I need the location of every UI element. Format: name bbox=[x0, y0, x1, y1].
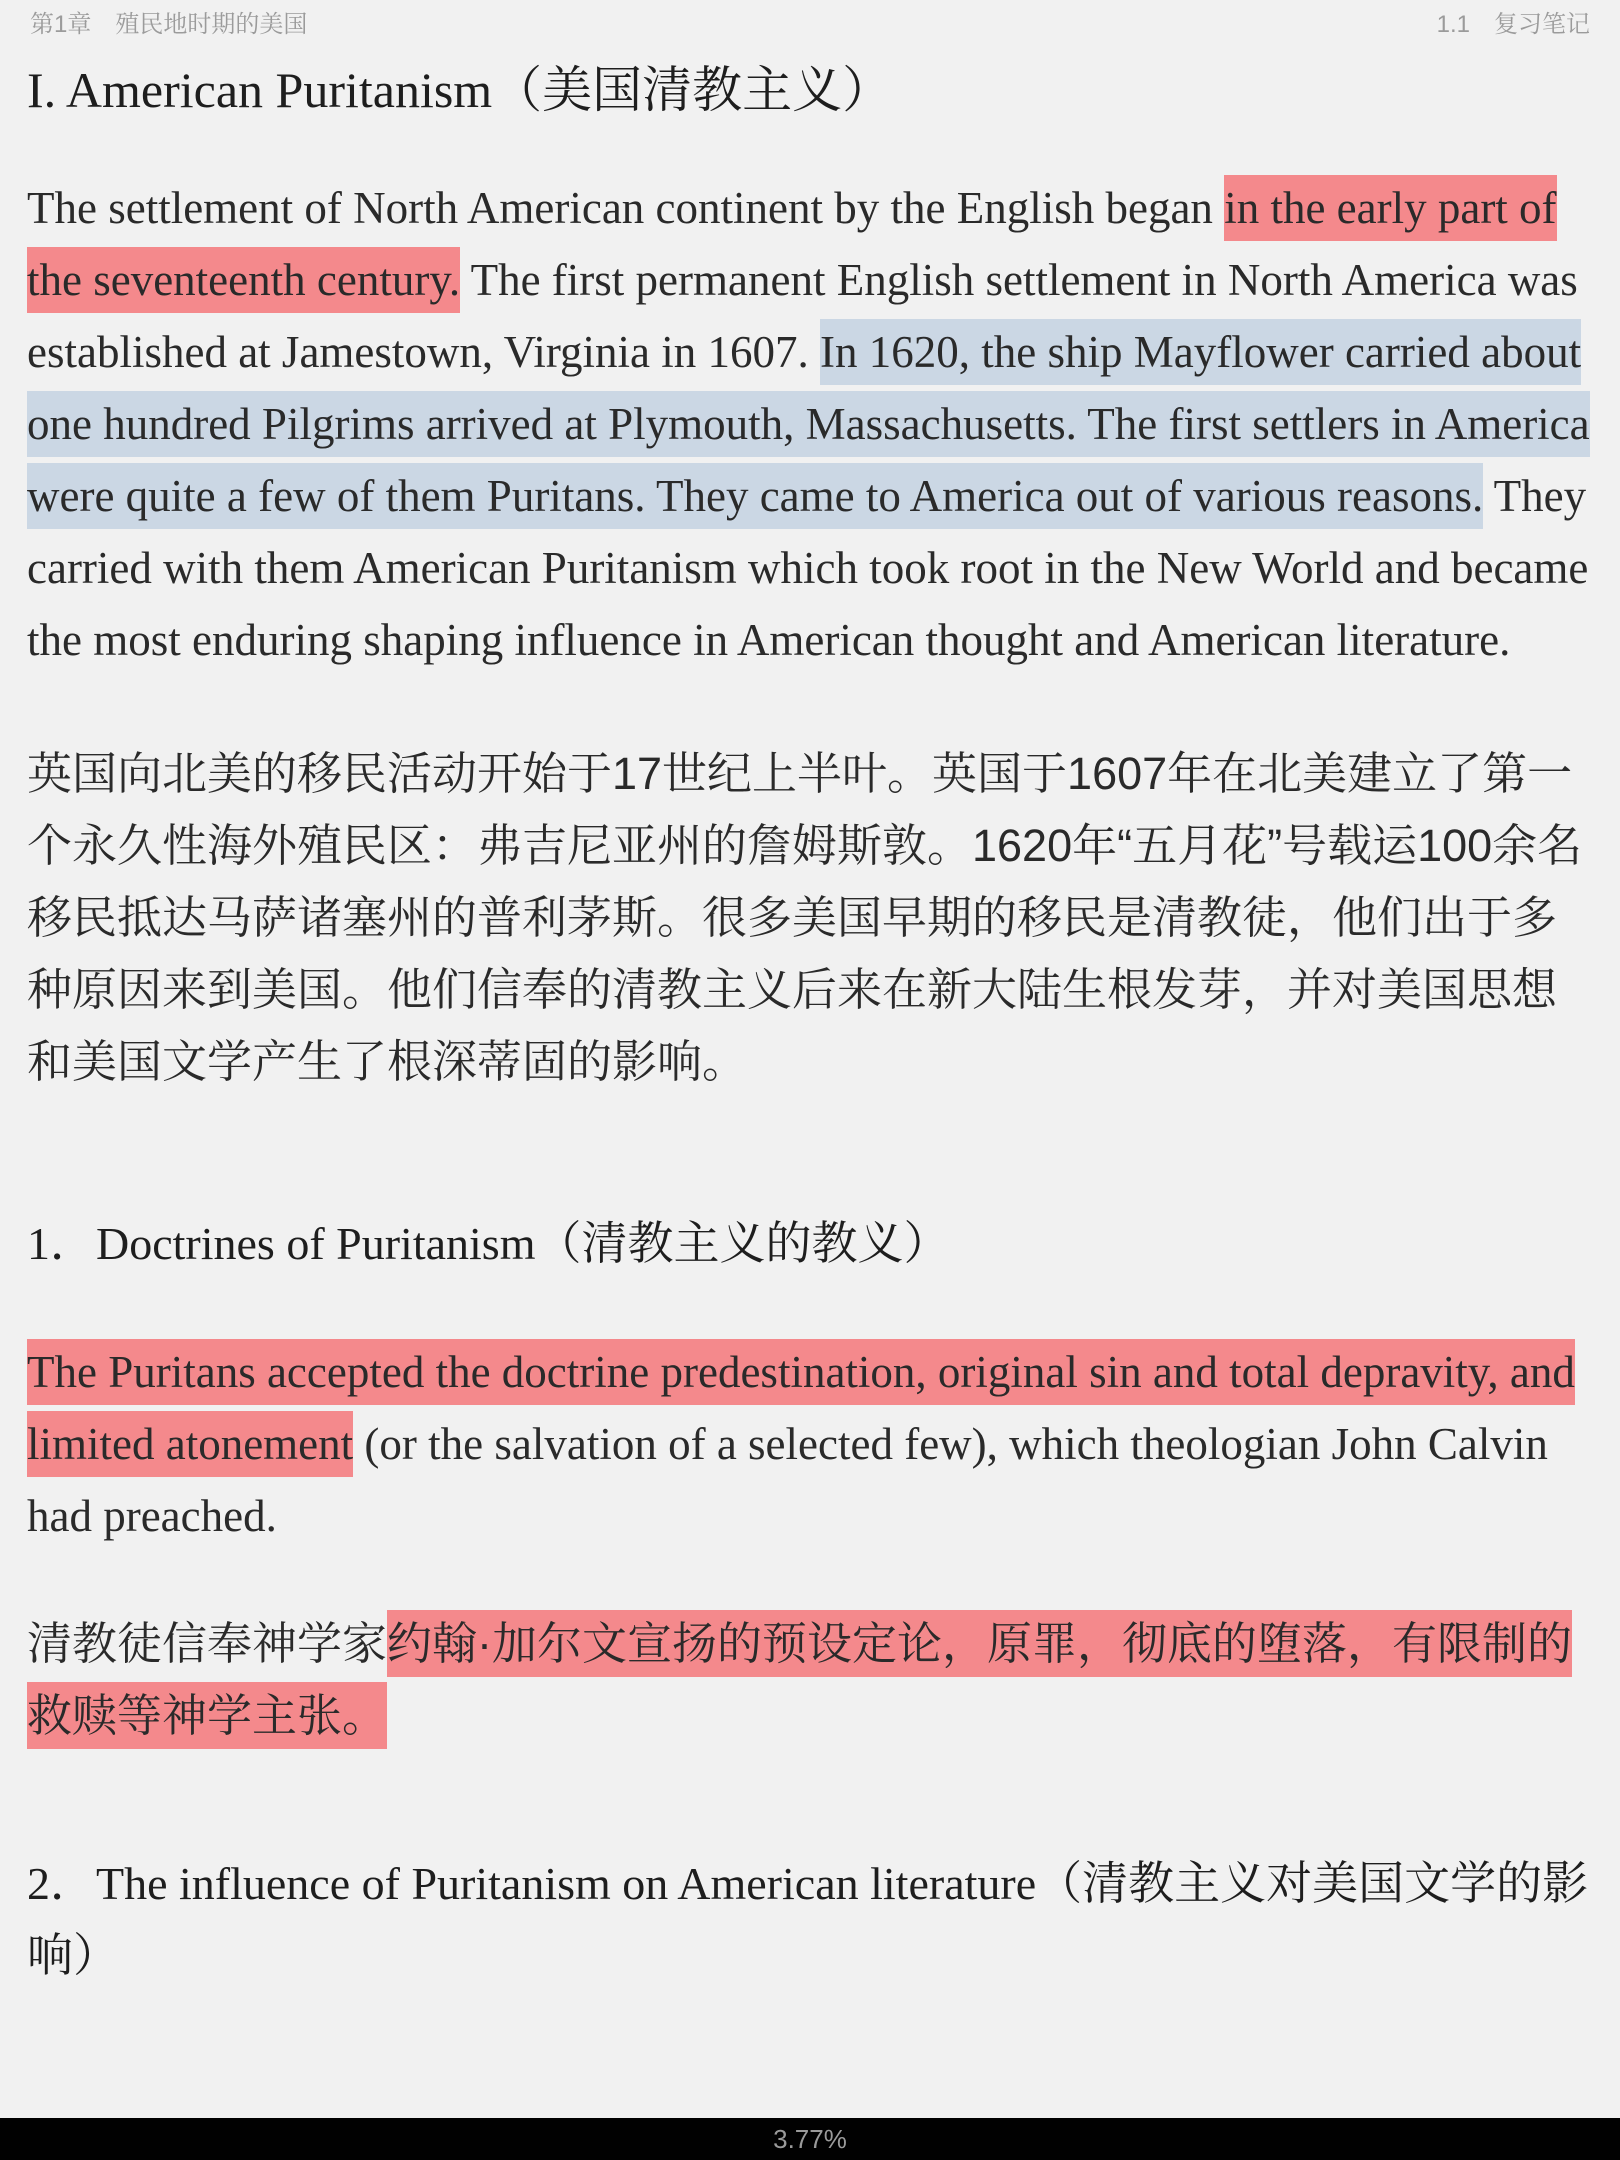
section-label: 1.1 复习笔记 bbox=[1436, 11, 1590, 38]
page-title: I. American Puritanism（美国清教主义） bbox=[27, 62, 893, 118]
paragraph-chinese-doctrines bbox=[27, 1608, 1593, 1752]
paragraph-english-settlement bbox=[27, 172, 1593, 676]
text-segment: (or the salvation of a selected few), which theologian John Calvin had preached. bbox=[27, 1419, 1548, 1541]
page-content bbox=[0, 54, 1620, 1992]
heading-doctrines: 1．Doctrines of Puritanism（清教主义的教义） bbox=[27, 1218, 950, 1269]
progress-percentage: 3.77% bbox=[773, 2123, 847, 2154]
highlight-pink-calvin[interactable]: 约翰·加尔文宣扬的预设定论，原罪，彻底的堕落，有限制的救赎等神学主张。 bbox=[27, 1610, 1572, 1749]
paragraph-english-doctrines bbox=[27, 1336, 1593, 1552]
text-segment: They carried with them American Puritanism which took root in the New World and became the most enduring shaping influence in American thought and American literature. bbox=[27, 471, 1589, 665]
progress-bar-footer bbox=[0, 2118, 1620, 2160]
text-segment: The first permanent English settlement in North America was established at Jamestown, Virginia in 1607. bbox=[27, 255, 1578, 377]
text-segment: 清教徒信奉神学家 bbox=[27, 1618, 388, 1669]
heading-influence: 2．The influence of Puritanism on American literature（清教主义对美国文学的影响） bbox=[27, 1858, 1589, 1981]
chapter-label: 第1章 殖民地时期的美国 bbox=[30, 11, 308, 38]
text-segment: The settlement of North American continent by the English began bbox=[27, 183, 1225, 233]
paragraph-chinese-settlement: 英国向北美的移民活动开始于17世纪上半叶。英国于1607年在北美建立了第一个永久性海外殖民区：弗吉尼亚州的詹姆斯敦。1620年“五月花”号载运100余名移民抵达马萨诸塞州的普利茅斯。很多美国早期的移民是清教徒，他们出于多种原因来到美国。他们信奉的清教主义后来在新大陆生根发芽，并对美国思想和美国文学产生了根深蒂固的影响。 bbox=[27, 748, 1583, 1087]
highlight-blue-mayflower[interactable]: In 1620, the ship Mayflower carried about one hundred Pilgrims arrived at Plymouth, Massachusetts. The first settlers in America were quite a few of them Puritans. They came to America out of various reasons. bbox=[27, 319, 1590, 529]
highlight-pink-doctrines[interactable]: The Puritans accepted the doctrine predestination, original sin and total depravity, and limited atonement bbox=[27, 1339, 1575, 1477]
highlight-pink-early-century[interactable]: in the early part of the seventeenth century. bbox=[27, 175, 1557, 313]
chapter-header bbox=[0, 0, 1620, 40]
